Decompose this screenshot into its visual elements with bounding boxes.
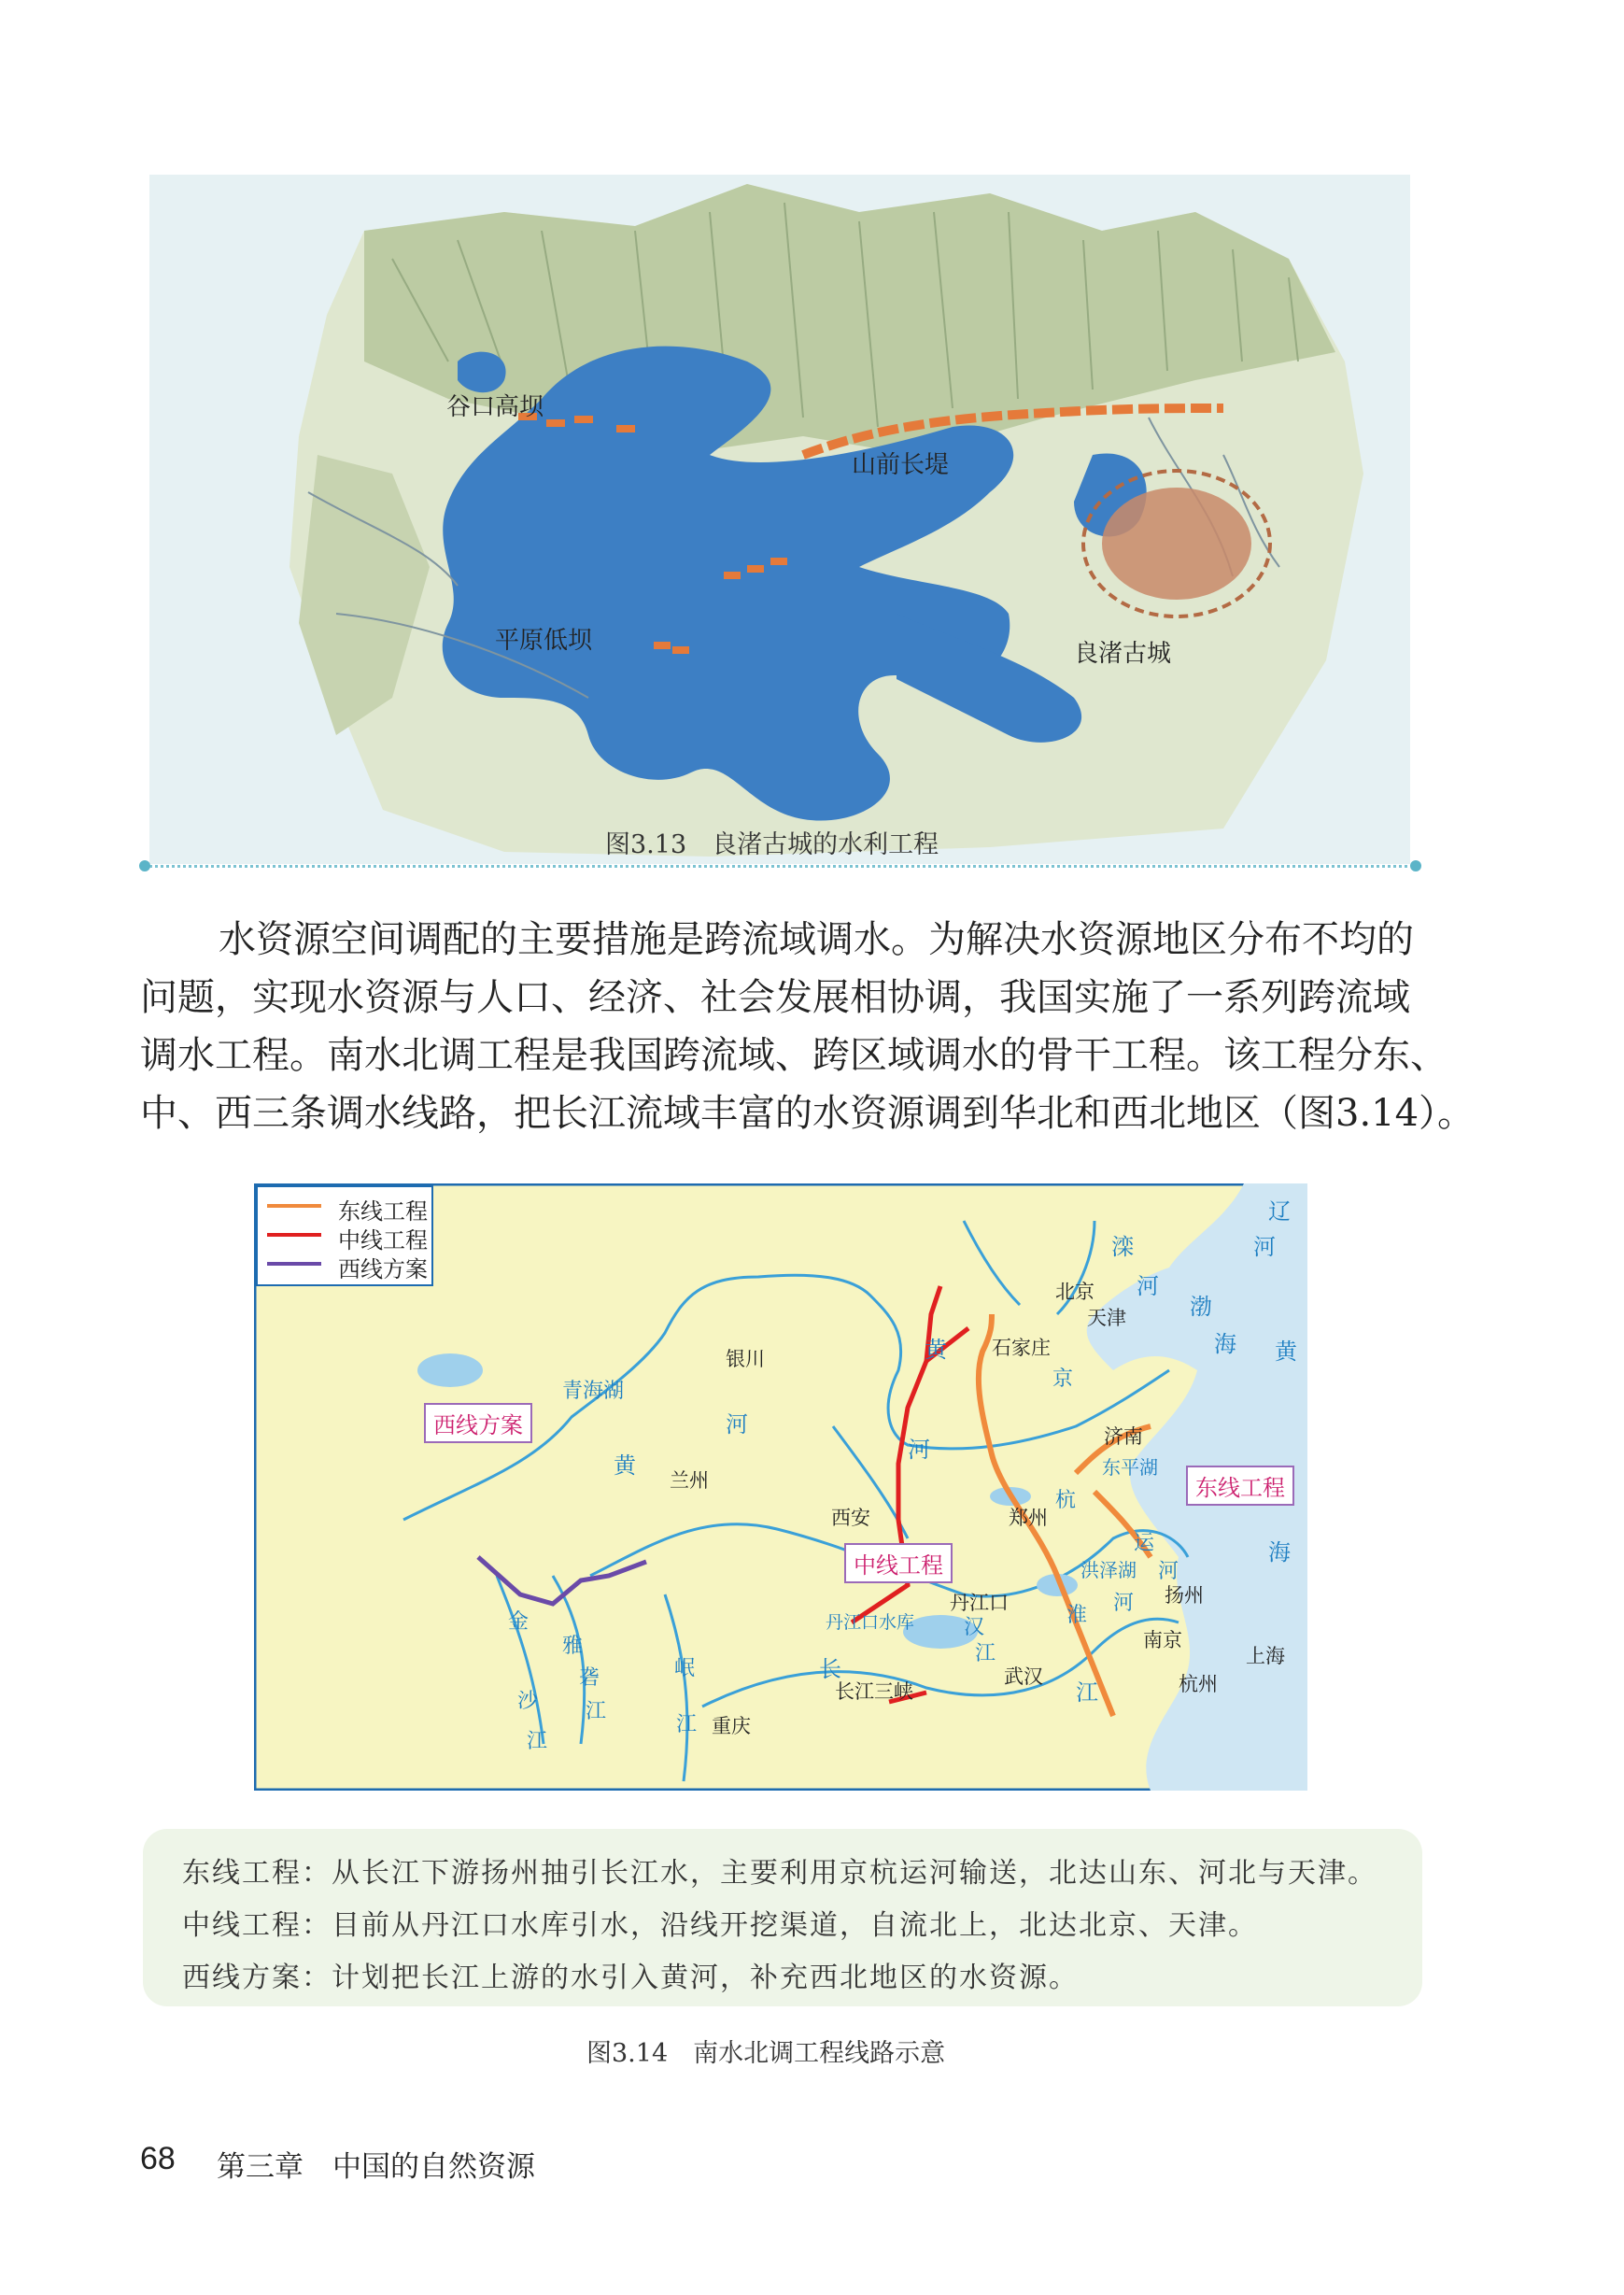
feature-label: 河: [1137, 1274, 1159, 1299]
feature-label: 江: [527, 1729, 548, 1752]
divider-dotted: [143, 865, 1415, 868]
feature-label: 江: [1076, 1680, 1098, 1706]
city-label: 北京: [1055, 1282, 1094, 1303]
liangzhu-waterworks-illustration: [149, 175, 1410, 864]
city-label: 石家庄: [992, 1338, 1051, 1359]
label-shanqian-embankment: 山前长堤: [852, 451, 950, 479]
city-label: 扬州: [1165, 1585, 1204, 1607]
city-label: 上海: [1246, 1646, 1285, 1667]
label-liangzhu-city: 良渚古城: [1074, 640, 1172, 668]
legend-west: 西线方案: [338, 1257, 428, 1282]
paragraph-line: 调水工程。南水北调工程是我国跨流域、跨区域调水的骨干工程。该工程分东、: [140, 1034, 1447, 1077]
feature-label: 黄: [614, 1453, 636, 1479]
feature-label: 河: [1253, 1235, 1276, 1260]
feature-label: 雅: [562, 1634, 584, 1657]
feature-label: 河: [726, 1412, 748, 1438]
feature-label: 东平湖: [1102, 1458, 1158, 1479]
feature-label: 辽: [1268, 1199, 1291, 1225]
body-paragraph: [140, 911, 1476, 1142]
paragraph-line: 中、西三条调水线路，把长江流域丰富的水资源调到华北和西北地区（图3.14）。: [140, 1092, 1476, 1135]
callout-east-route: 东线工程: [1186, 1466, 1294, 1506]
legend-east: 东线工程: [338, 1199, 428, 1225]
feature-label: 海: [1214, 1332, 1236, 1357]
label-pingyuan-dam: 平原低坝: [495, 627, 593, 655]
feature-label: 淮: [1066, 1603, 1088, 1626]
note-middle-route: 中线工程：目前从丹江口水库引水，沿线开挖渠道，自流北上，北达北京、天津。: [182, 1909, 1258, 1942]
feature-label: 黄: [925, 1338, 947, 1363]
city-label: 重庆: [712, 1716, 751, 1737]
divider-dot-left: [139, 860, 150, 871]
callout-west-route: 西线方案: [424, 1403, 532, 1443]
figure-3-13-caption: 图3.13 良渚古城的水利工程: [605, 830, 939, 859]
city-label: 长江三峡: [835, 1681, 913, 1703]
city-label: 兰州: [670, 1470, 709, 1492]
city-label: 武汉: [1004, 1666, 1043, 1688]
divider-dot-right: [1410, 860, 1421, 871]
feature-label: 江: [676, 1712, 698, 1735]
figure-3-13-map: [149, 175, 1410, 864]
feature-label: 黄: [1275, 1339, 1297, 1365]
city-label: 南京: [1143, 1630, 1182, 1651]
city-label: 郑州: [1009, 1508, 1048, 1529]
note-east-route: 东线工程：从长江下游扬州抽引长江水，主要利用京杭运河输送，北达山东、河北与天津。: [182, 1857, 1377, 1890]
feature-label: 滦: [1111, 1235, 1134, 1260]
feature-label: 青海湖: [562, 1379, 625, 1402]
feature-label: 运: [1134, 1531, 1155, 1554]
feature-label: 丹江口水库: [826, 1613, 915, 1633]
city-label: 丹江口: [950, 1593, 1009, 1614]
feature-label: 河: [1113, 1591, 1135, 1614]
city-label: 济南: [1104, 1426, 1143, 1448]
feature-label: 京: [1052, 1367, 1074, 1390]
chapter-title: 第三章 中国的自然资源: [217, 2150, 535, 2184]
feature-label: 河: [1158, 1559, 1179, 1582]
feature-label: 汉: [964, 1615, 985, 1638]
city-label: 杭州: [1179, 1674, 1218, 1695]
label-gukou-dam: 谷口高坝: [446, 393, 544, 421]
feature-label: 金: [508, 1609, 530, 1633]
feature-label: 长: [819, 1657, 841, 1682]
city-label: 天津: [1087, 1308, 1126, 1329]
feature-label: 江: [586, 1699, 607, 1722]
feature-label: 洪泽湖: [1080, 1561, 1137, 1581]
feature-label: 杭: [1055, 1488, 1077, 1511]
page-number: 68: [140, 2141, 176, 2176]
route-notes-box: [143, 1829, 1422, 2006]
feature-label: 砻: [579, 1665, 600, 1689]
callout-middle-route: 中线工程: [844, 1543, 953, 1583]
figure-3-14-map: [254, 1183, 1307, 1791]
note-west-route: 西线方案：计划把长江上游的水引入黄河，补充西北地区的水资源。: [182, 1962, 1079, 1994]
figure-3-14-caption: 图3.14 南水北调工程线路示意: [586, 2039, 946, 2068]
legend-middle: 中线工程: [338, 1228, 428, 1254]
city-label: 西安: [831, 1508, 870, 1529]
feature-label: 河: [908, 1438, 930, 1463]
city-label: 银川: [726, 1349, 765, 1370]
paragraph-line: 问题，实现水资源与人口、经济、社会发展相协调，我国实施了一系列跨流域: [140, 976, 1410, 1019]
feature-label: 岷: [674, 1656, 696, 1679]
paragraph-line: 水资源空间调配的主要措施是跨流域调水。为解决水资源地区分布不均的: [219, 918, 1414, 961]
feature-label: 沙: [517, 1689, 539, 1712]
feature-label: 渤: [1190, 1295, 1212, 1320]
feature-label: 江: [975, 1641, 996, 1665]
feature-label: 海: [1268, 1540, 1291, 1565]
